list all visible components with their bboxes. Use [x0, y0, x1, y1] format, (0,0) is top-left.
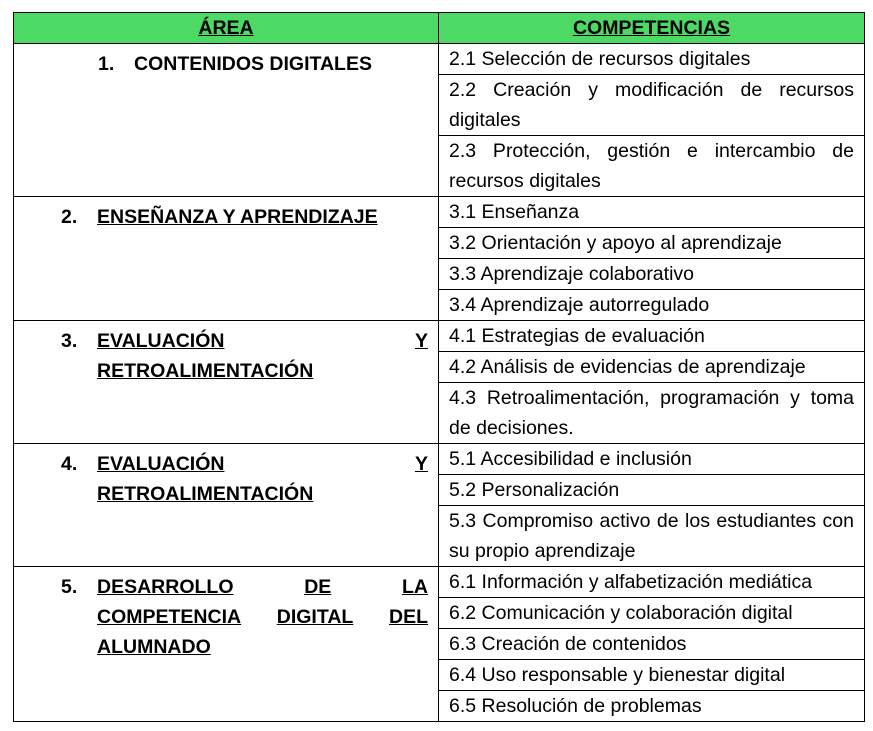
area-number: 3.	[61, 330, 78, 352]
competencias-header: COMPETENCIAS	[439, 13, 865, 44]
competencia-item: 6.4 Uso responsable y bienestar digital	[439, 660, 865, 691]
area-title-word: DE	[304, 576, 332, 598]
area-title: ENSEÑANZA Y APRENDIZAJE	[97, 206, 378, 228]
area-title-word: RETROALIMENTACIÓN	[97, 360, 314, 382]
area-number: 2.	[61, 206, 78, 228]
area-cell-1	[14, 44, 439, 197]
area-title-word: DEL	[388, 606, 428, 628]
competencia-item: 6.2 Comunicación y colaboración digital	[439, 598, 865, 629]
area-cell-4	[14, 444, 439, 567]
competencia-item: 5.2 Personalización	[439, 475, 865, 506]
competencia-item: 2.1 Selección de recursos digitales	[439, 44, 865, 75]
competencia-item: 3.3 Aprendizaje colaborativo	[439, 259, 865, 290]
competencia-item: 4.2 Análisis de evidencias de aprendizaje	[439, 352, 865, 383]
competencia-item: 6.5 Resolución de problemas	[439, 691, 865, 722]
table-row	[14, 197, 865, 228]
area-title	[97, 449, 438, 509]
competencia-item: 5.3 Compromiso activo de los estudiantes con su propio aprendizaje	[439, 506, 865, 567]
competencia-item: 3.4 Aprendizaje autorregulado	[439, 290, 865, 321]
competencia-item: 5.1 Accesibilidad e inclusión	[439, 444, 865, 475]
area-number: 5.	[61, 576, 78, 598]
area-title-word: Y	[414, 453, 428, 475]
area-title-word: ALUMNADO	[97, 636, 211, 658]
competencia-item: 4.3 Retroalimentación, programación y toma de decisiones.	[439, 383, 865, 444]
competencia-item: 6.3 Creación de contenidos	[439, 629, 865, 660]
area-title-word: EVALUACIÓN	[97, 330, 225, 352]
area-cell-2	[14, 197, 439, 321]
area-title-word: DESARROLLO	[97, 576, 234, 598]
area-title-word: RETROALIMENTACIÓN	[97, 483, 314, 505]
area-cell-3	[14, 321, 439, 444]
area-header: ÁREA	[14, 13, 439, 44]
competencia-item: 4.1 Estrategias de evaluación	[439, 321, 865, 352]
area-title-word: EVALUACIÓN	[97, 453, 225, 475]
area-title-word: COMPETENCIA	[97, 606, 242, 628]
area-number: 4.	[61, 453, 78, 475]
area-title-word: Y	[414, 330, 428, 352]
header-row	[14, 13, 865, 44]
area-title-word: DIGITAL	[276, 606, 354, 628]
area-number: 1.	[98, 53, 115, 75]
competencia-item: 6.1 Información y alfabetización mediática	[439, 567, 865, 598]
area-title: CONTENIDOS DIGITALES	[134, 53, 372, 75]
table-row	[14, 321, 865, 352]
competencia-item: 3.1 Enseñanza	[439, 197, 865, 228]
area-cell-5	[14, 567, 439, 722]
area-title	[97, 572, 438, 662]
competencias-table	[13, 12, 865, 722]
area-title-word: LA	[402, 576, 428, 598]
table-row	[14, 567, 865, 598]
area-title	[97, 326, 438, 386]
table-row	[14, 44, 865, 75]
competencia-item: 3.2 Orientación y apoyo al aprendizaje	[439, 228, 865, 259]
competencia-item: 2.3 Protección, gestión e intercambio de recursos digitales	[439, 136, 865, 197]
table-row	[14, 444, 865, 475]
competencia-item: 2.2 Creación y modificación de recursos digitales	[439, 75, 865, 136]
